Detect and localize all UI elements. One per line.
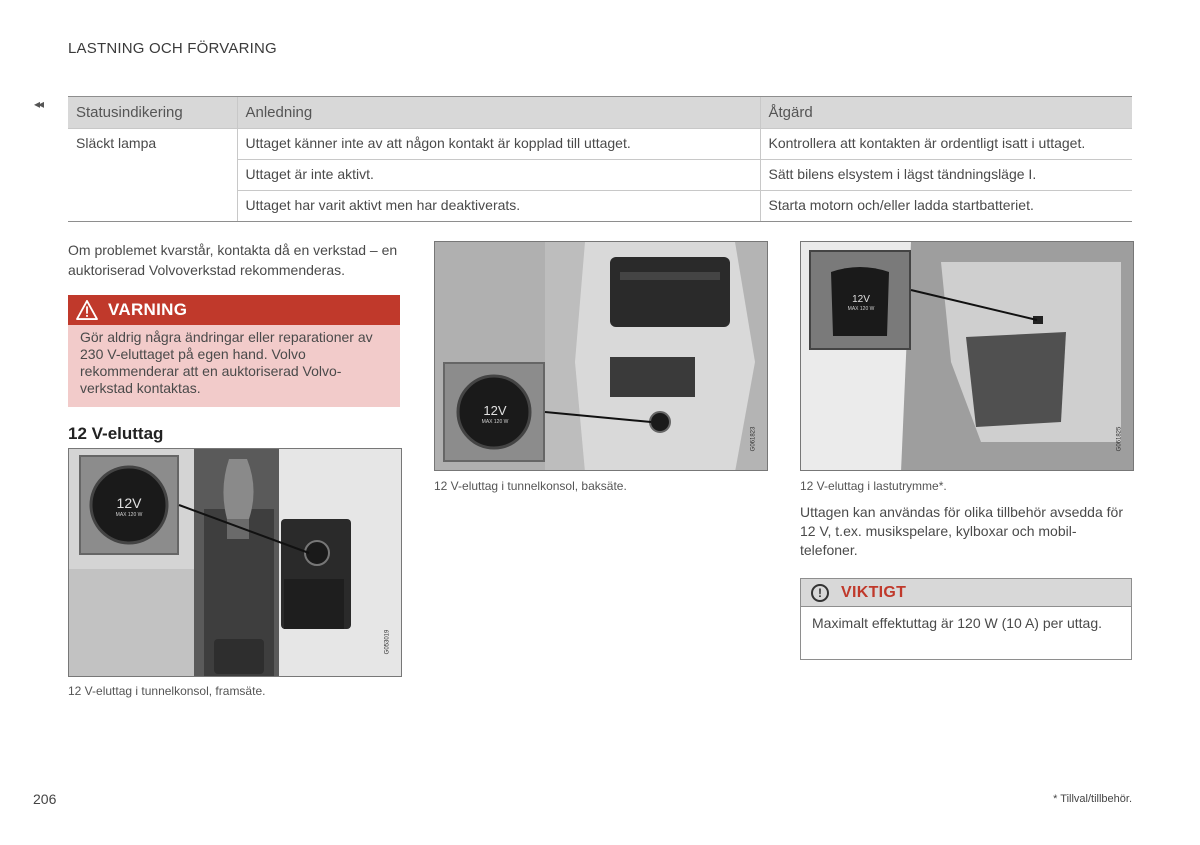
image-caption: 12 V-eluttag i tunnelkonsol, baksäte. <box>434 479 627 493</box>
intro-paragraph: Om problemet kvarstår, kontakta då en verkstad – en auktoriserad Volvoverkstad rekommenderas. <box>68 242 398 278</box>
table-cell: Uttaget har varit aktivt men har deaktiverats. <box>237 191 760 222</box>
column-header: Anledning <box>237 97 760 129</box>
socket-label: 12V <box>116 495 142 511</box>
usage-paragraph: Uttagen kan användas för olika tillbehör avsedda för 12 V, t.ex. musikspelare, kylboxar och mobil-telefoner. <box>800 504 1123 558</box>
socket-sublabel: MAX 120 W <box>847 306 875 312</box>
warning-text: Gör aldrig några ändringar eller reparationer av 230 V-eluttaget på egen hand. Volvo rekommenderar att en auktoriserad Volvo-verkstad kontaktas. <box>80 329 373 396</box>
cargo-area-photo <box>800 241 1134 471</box>
column-header: Åtgärd <box>760 97 1132 129</box>
important-text: Maximalt effektuttag är 120 W (10 A) per uttag. <box>812 615 1102 631</box>
important-box <box>800 578 1132 660</box>
table-cell <box>68 160 237 191</box>
column-header: Statusindikering <box>68 97 237 129</box>
table-cell: Starta motorn och/eller ladda startbatteriet. <box>760 191 1132 222</box>
front-console-photo <box>68 448 402 677</box>
warning-box <box>68 295 400 407</box>
table-row <box>68 129 1132 160</box>
table-row <box>68 160 1132 191</box>
warning-triangle-icon <box>76 300 98 320</box>
table-cell: Uttaget känner inte av att någon kontakt är kopplad till uttaget. <box>237 129 760 160</box>
rear-console-photo <box>434 241 768 471</box>
important-title: VIKTIGT <box>841 583 907 601</box>
socket-sublabel: MAX 120 W <box>481 419 509 425</box>
exclamation-circle-icon: ! <box>811 584 829 602</box>
image-code: G061823 <box>750 426 757 452</box>
table-header-row <box>68 97 1132 129</box>
image-caption: 12 V-eluttag i tunnelkonsol, framsäte. <box>68 684 266 698</box>
status-table <box>68 96 1132 222</box>
footnote: * Tillval/tillbehör. <box>1053 793 1132 805</box>
page-number: 206 <box>33 791 57 807</box>
warning-header <box>68 295 400 325</box>
image-code: G053019 <box>384 629 391 655</box>
section-title: 12 V-eluttag <box>68 424 164 443</box>
back-chevrons-icon[interactable]: ◂◂ <box>34 97 43 111</box>
socket-sublabel: MAX 120 W <box>115 512 143 518</box>
chapter-title: LASTNING OCH FÖRVARING <box>68 40 277 57</box>
important-header <box>801 579 1131 607</box>
image-caption: 12 V-eluttag i lastutrymme*. <box>800 479 947 493</box>
image-code: G061825 <box>1116 426 1123 452</box>
table-cell: Kontrollera att kontakten är ordentligt isatt i uttaget. <box>760 129 1132 160</box>
table-cell: Sätt bilens elsystem i lägst tändningsläge I. <box>760 160 1132 191</box>
table-cell: Uttaget är inte aktivt. <box>237 160 760 191</box>
table-cell <box>68 191 237 222</box>
table-row <box>68 191 1132 222</box>
warning-title: VARNING <box>108 300 188 319</box>
socket-label: 12V <box>852 294 870 305</box>
socket-label: 12V <box>483 403 507 418</box>
table-cell: Släckt lampa <box>68 129 237 160</box>
